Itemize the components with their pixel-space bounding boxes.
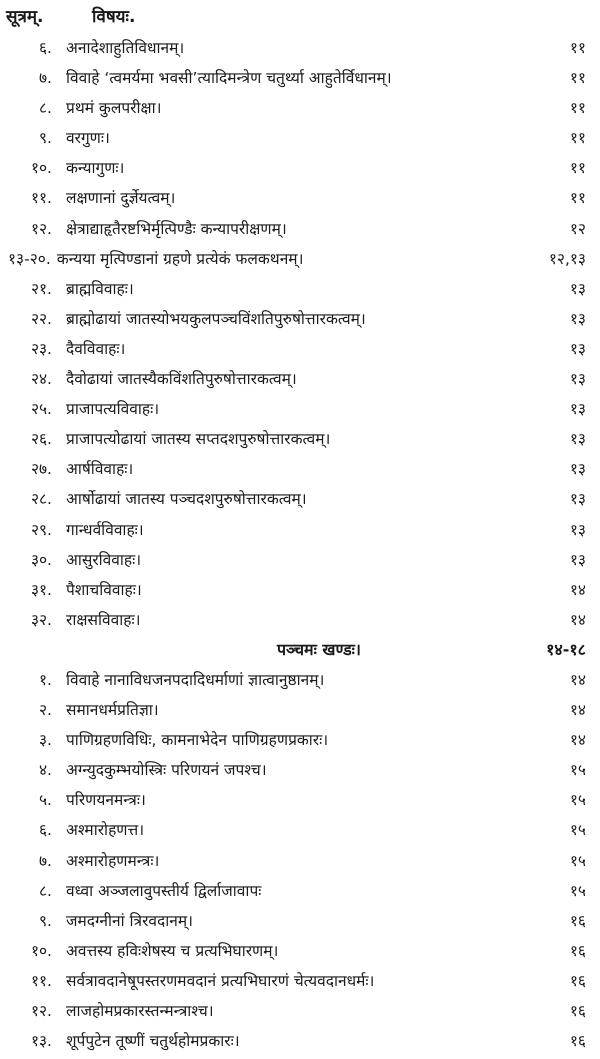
sutra-number: २७.: [30, 460, 52, 479]
page-number: १३: [569, 339, 586, 358]
toc-header: [6, 4, 590, 36]
toc-row: [6, 548, 590, 578]
toc-row: [6, 307, 590, 337]
topic-title: गान्धर्वविवाहः।: [66, 520, 144, 539]
sutra-number: १२.: [30, 219, 52, 238]
toc-row: [6, 518, 590, 548]
sutra-number: ३.: [39, 731, 52, 750]
topic-title: दैवविवाहः।: [66, 339, 126, 358]
toc-row: [6, 1029, 590, 1059]
topic-title: प्रथमं कुलपरीक्षा।: [66, 99, 162, 118]
toc-row: [6, 367, 590, 397]
toc-list-mid: [6, 277, 590, 638]
topic-title: कन्यागुणः।: [66, 159, 125, 178]
sutra-number: २४.: [30, 370, 52, 389]
page-number: १३: [569, 370, 586, 389]
page-number: १५: [569, 851, 586, 870]
topic-title: समानधर्मप्रतिज्ञा।: [66, 701, 159, 720]
topic-title: जमदग्नीनां त्रिरवदानम्।: [66, 911, 194, 930]
page-number: १४: [569, 580, 586, 599]
topic-title: क्षेत्राद्याहृतैरष्टभिर्मृत्पिण्डैः कन्यापरीक्षणम्।: [66, 219, 287, 238]
page-number: १६: [569, 941, 586, 960]
sutra-number: ३१.: [30, 580, 52, 599]
sutra-number: ८.: [39, 881, 52, 900]
sutra-number: २३.: [30, 339, 52, 358]
topic-title: शूर्पपुटेन तूष्णीं चतुर्थहोमप्रकारः।: [66, 1032, 240, 1051]
toc-row: [6, 698, 590, 728]
sutra-number: ९.: [39, 129, 52, 148]
toc-row: [6, 96, 590, 126]
sutra-number: १२.: [30, 1002, 52, 1020]
page-number: ११: [569, 159, 586, 178]
sutra-number: ११.: [30, 189, 52, 208]
page-number: १२: [569, 219, 586, 238]
toc-row: [6, 427, 590, 457]
page-number: १५: [569, 821, 586, 840]
toc-row: [6, 66, 590, 96]
topic-title: राक्षसविवाहः।: [66, 610, 141, 629]
toc-row: [6, 788, 590, 818]
topic-title: सर्वत्रावदानेषूपस्तरणमवदानं प्रत्यभिघारणं चेत्यवदानधर्मः।: [66, 971, 375, 990]
page-number: १३: [569, 520, 586, 539]
sutra-number: २९.: [30, 520, 52, 539]
page-number: १६: [569, 911, 586, 930]
topic-title: आर्षोढायां जातस्य पञ्चदशपुरुषोत्तारकत्वम्।: [66, 490, 307, 509]
page-number: १२,१३: [548, 249, 586, 268]
toc-row: [6, 879, 590, 909]
topic-title: पाणिग्रहणविधिः, कामनाभेदेन पाणिग्रहणप्रकारः।: [66, 731, 329, 750]
page-number: ११: [569, 189, 586, 208]
toc-list-top: [6, 36, 590, 247]
topic-title: दैवोढायां जातस्यैकविंशतिपुरुषोत्तारकत्वम्।: [66, 370, 297, 389]
page-number: १३: [569, 460, 586, 479]
page-number: १४: [569, 701, 586, 720]
topic-title: आर्षविवाहः।: [66, 460, 134, 479]
sutra-number: १०.: [30, 941, 52, 960]
topic-title: लक्षणानां दुर्ज्ञेयत्वम्।: [66, 189, 176, 208]
sutra-number: २.: [39, 701, 52, 720]
page-number: १६: [569, 1032, 586, 1051]
sutra-number: १३-२०.: [8, 249, 51, 268]
sutra-number: ७.: [39, 69, 52, 88]
section-heading: [6, 638, 590, 668]
topic-title: वध्वा अञ्जलावुपस्तीर्य द्विर्लाजावापः: [66, 881, 262, 900]
sutra-number: २८.: [30, 490, 52, 509]
toc-row: [6, 277, 590, 307]
sutra-number: २१.: [30, 279, 52, 298]
toc-row: [6, 36, 590, 66]
topic-title: कन्यया मृत्पिण्डानां ग्रहणे प्रत्येकं फलकथनम्।: [56, 249, 304, 268]
sutra-number: ९.: [39, 911, 52, 930]
toc-row: [6, 909, 590, 939]
sutra-number: १.: [39, 670, 52, 689]
toc-row: [6, 126, 590, 156]
topic-title: अश्मारोहणमन्त्रः।: [66, 851, 160, 870]
topic-title: विवाहे नानाविधजनपदादिधर्माणां ज्ञात्वानुष्ठानम्।: [66, 670, 325, 689]
page-number: ११: [569, 39, 586, 57]
topic-title: पैशाचविवाहः।: [66, 580, 142, 599]
toc-row: [6, 397, 590, 427]
toc-row: [6, 999, 590, 1029]
page-number: १५: [569, 881, 586, 900]
sutra-number: ८.: [39, 99, 52, 118]
page-number: १३: [569, 400, 586, 419]
sutra-number: २२.: [30, 309, 52, 328]
page-number: ११: [569, 129, 586, 148]
section-title: पञ्चमः खण्डः।: [277, 639, 361, 659]
sutra-number: १३.: [30, 1032, 52, 1051]
page-number: १४: [569, 670, 586, 689]
toc-row: [6, 608, 590, 638]
page-number: १६: [569, 1002, 586, 1020]
sutra-number: ३०.: [30, 550, 52, 569]
sutra-number: ४.: [39, 761, 52, 780]
topic-title: वरगुणः।: [66, 129, 110, 148]
page-number: १४: [569, 610, 586, 629]
page-number: १५: [569, 761, 586, 780]
page-number: ११: [569, 99, 586, 118]
topic-title: लाजहोमप्रकारस्तन्मन्त्राश्च।: [66, 1002, 214, 1020]
page-number: १३: [569, 550, 586, 569]
page-number: ११: [569, 69, 586, 88]
sutra-number: २६.: [30, 430, 52, 449]
topic-title: प्राजापत्योढायां जातस्य सप्तदशपुरुषोत्तारकत्वम्।: [66, 430, 331, 449]
page-number: १३: [569, 430, 586, 449]
sutra-number: ११.: [30, 971, 52, 990]
topic-title: अनादेशाहुतिविधानम्।: [66, 39, 185, 57]
toc-row: [6, 487, 590, 517]
toc-row: [6, 578, 590, 608]
page-number: १४: [569, 731, 586, 750]
toc-row: [6, 728, 590, 758]
topic-title: अश्मारोहणत्त।: [66, 821, 145, 840]
page-number: १६: [569, 971, 586, 990]
header-sutra: सूत्रम्.: [6, 7, 44, 27]
toc-row: [6, 758, 590, 788]
sutra-number: ७.: [39, 851, 52, 870]
toc-row: [6, 939, 590, 969]
sutra-number: ६.: [39, 821, 52, 840]
header-vishaya: विषयः.: [92, 7, 136, 27]
sutra-number: ३२.: [30, 610, 52, 629]
sutra-number: ६.: [39, 39, 52, 57]
toc-row-wide: [6, 247, 590, 277]
toc-row: [6, 969, 590, 999]
section-pages: १४-१८: [546, 639, 586, 659]
toc-row: [6, 849, 590, 879]
topic-title: अवत्तस्य हविःशेषस्य च प्रत्यभिघारणम्।: [66, 941, 279, 960]
topic-title: परिणयनमन्त्रः।: [66, 791, 146, 810]
page-number: १३: [569, 490, 586, 509]
toc-row: [6, 186, 590, 216]
toc-row: [6, 457, 590, 487]
toc-row: [6, 217, 590, 247]
topic-title: ब्राह्मोढायां जातस्योभयकुलपञ्चविंशतिपुरुषोत्तारकत्वम्।: [66, 309, 366, 328]
toc-list-bottom: [6, 668, 590, 1059]
page-number: १५: [569, 791, 586, 810]
toc-row: [6, 818, 590, 848]
sutra-number: १०.: [30, 159, 52, 178]
sutra-number: २५.: [30, 400, 52, 419]
page-number: १३: [569, 279, 586, 298]
topic-title: ब्राह्मविवाहः।: [66, 279, 134, 298]
page-number: १३: [569, 309, 586, 328]
toc-row: [6, 337, 590, 367]
topic-title: प्राजापत्यविवाहः।: [66, 400, 160, 419]
toc-row: [6, 156, 590, 186]
topic-title: विवाहे ‘त्वमर्यमा भवसी’त्यादिमन्त्रेण चतुर्थ्या आहुतेर्विधानम्।: [66, 69, 392, 88]
sutra-number: ५.: [39, 791, 52, 810]
topic-title: अग्न्युदकुम्भयोस्त्रिः परिणयनं जपश्च।: [66, 761, 267, 780]
topic-title: आसुरविवाहः।: [66, 550, 142, 569]
toc-row: [6, 668, 590, 698]
